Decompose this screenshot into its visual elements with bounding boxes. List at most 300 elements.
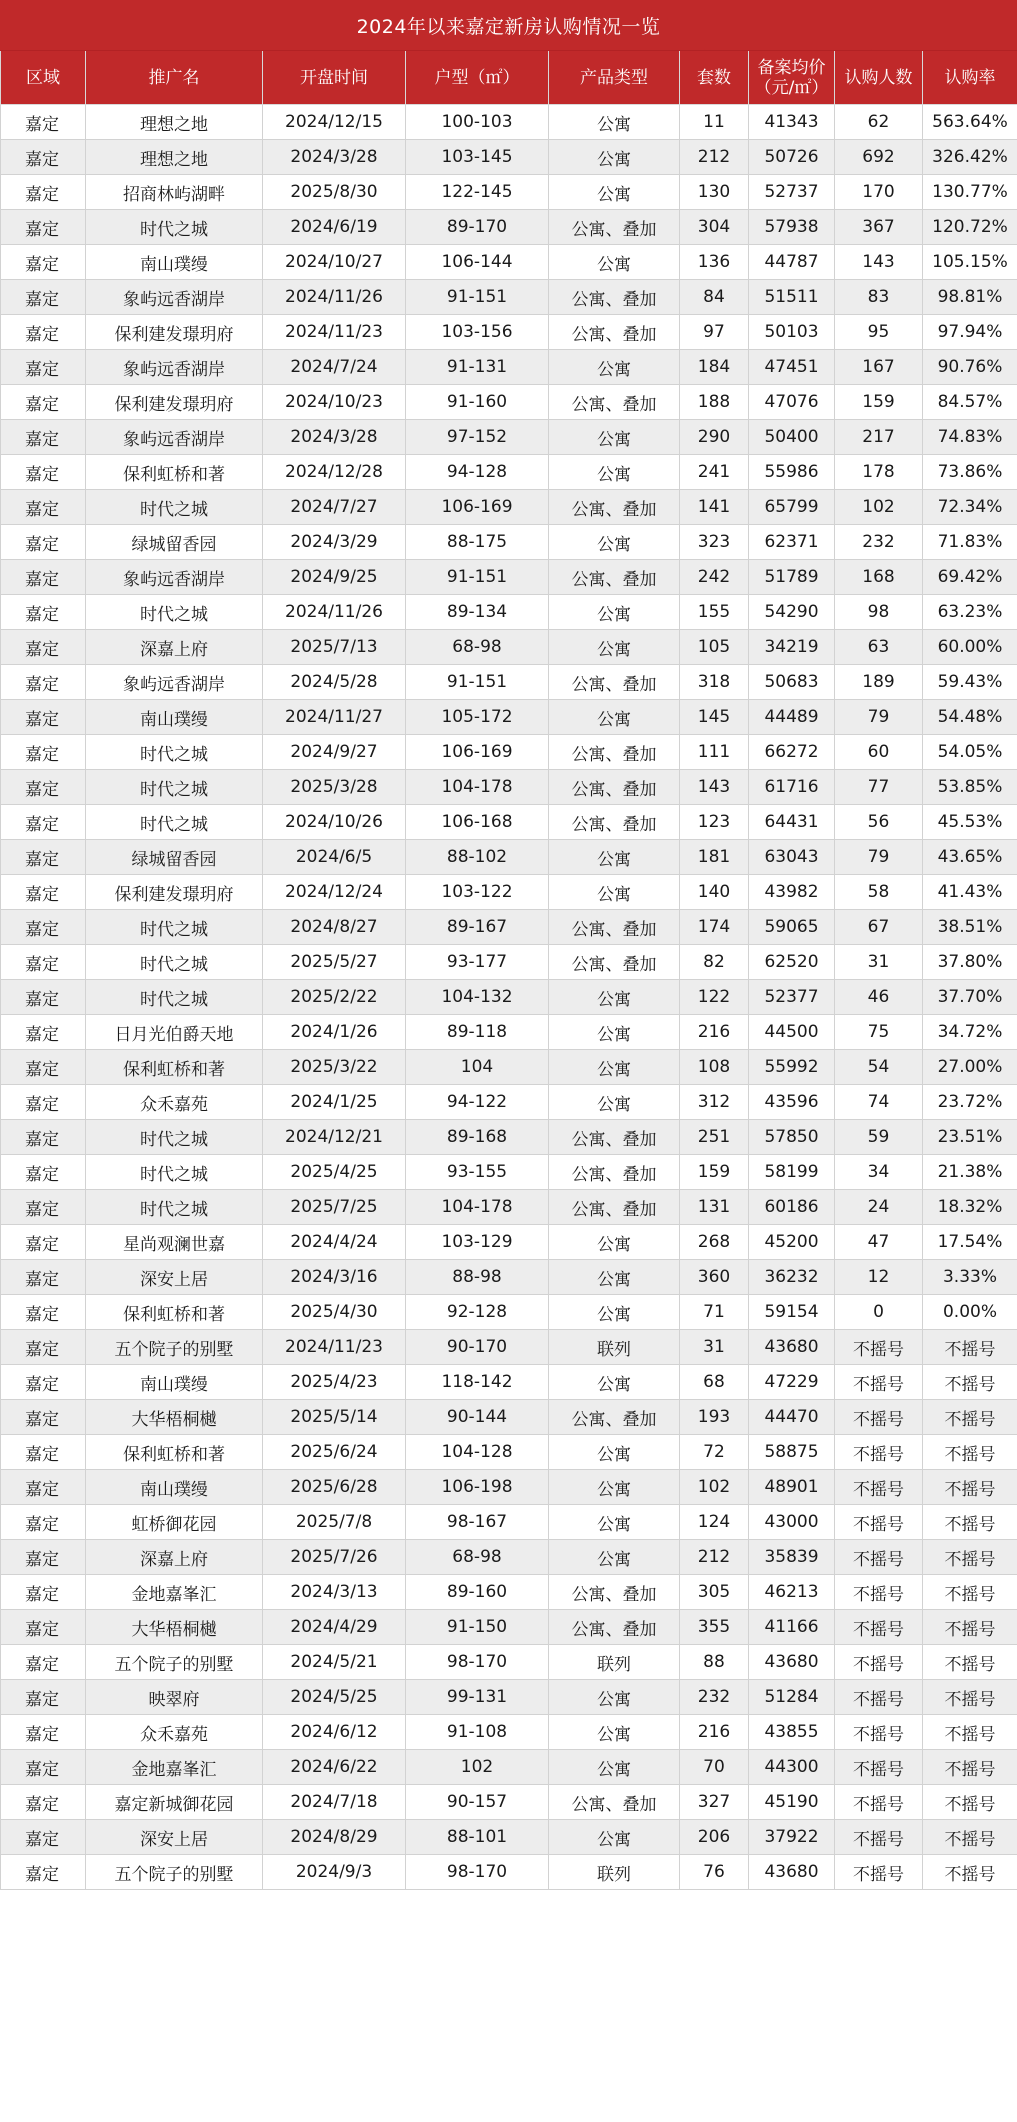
cell-district: 嘉定 (1, 1365, 86, 1400)
cell-subscribers: 79 (835, 700, 923, 735)
cell-subscribers: 232 (835, 525, 923, 560)
cell-avg-price: 51511 (749, 280, 835, 315)
cell-subscribers: 67 (835, 910, 923, 945)
cell-district: 嘉定 (1, 385, 86, 420)
cell-subscribers: 不摇号 (835, 1855, 923, 1890)
cell-unit-size: 103-156 (406, 315, 549, 350)
cell-project-name: 时代之城 (86, 595, 263, 630)
cell-subscription-rate: 不摇号 (923, 1435, 1017, 1470)
cell-project-name: 虹桥御花园 (86, 1505, 263, 1540)
table-row[interactable] (1, 1085, 1017, 1120)
cell-opening-date: 2025/2/22 (263, 980, 406, 1015)
cell-product-type: 公寓、叠加 (549, 1155, 680, 1190)
cell-district: 嘉定 (1, 455, 86, 490)
cell-district: 嘉定 (1, 945, 86, 980)
cell-subscribers: 不摇号 (835, 1750, 923, 1785)
cell-avg-price: 43680 (749, 1855, 835, 1890)
cell-unit-count: 143 (680, 770, 749, 805)
table-row[interactable] (1, 875, 1017, 910)
table-row[interactable] (1, 1610, 1017, 1645)
cell-project-name: 保利建发璟玥府 (86, 385, 263, 420)
cell-subscription-rate: 不摇号 (923, 1505, 1017, 1540)
table-row[interactable] (1, 105, 1017, 140)
cell-avg-price: 45200 (749, 1225, 835, 1260)
cell-subscription-rate: 0.00% (923, 1295, 1017, 1330)
cell-unit-count: 360 (680, 1260, 749, 1295)
cell-unit-size: 106-169 (406, 735, 549, 770)
header-subscribers[interactable]: 认购人数 (835, 51, 923, 105)
cell-avg-price: 60186 (749, 1190, 835, 1225)
cell-subscribers: 24 (835, 1190, 923, 1225)
cell-avg-price: 45190 (749, 1785, 835, 1820)
table-row[interactable] (1, 980, 1017, 1015)
table-row[interactable] (1, 1400, 1017, 1435)
table-row[interactable] (1, 525, 1017, 560)
cell-avg-price: 43680 (749, 1330, 835, 1365)
table-row[interactable] (1, 210, 1017, 245)
table-row[interactable] (1, 315, 1017, 350)
cell-project-name: 时代之城 (86, 490, 263, 525)
cell-project-name: 时代之城 (86, 1190, 263, 1225)
cell-product-type: 公寓 (549, 1505, 680, 1540)
table-row[interactable] (1, 665, 1017, 700)
cell-avg-price: 54290 (749, 595, 835, 630)
cell-subscribers: 0 (835, 1295, 923, 1330)
cell-unit-count: 122 (680, 980, 749, 1015)
cell-avg-price: 43596 (749, 1085, 835, 1120)
table-row[interactable] (1, 1260, 1017, 1295)
cell-avg-price: 58875 (749, 1435, 835, 1470)
cell-opening-date: 2024/7/24 (263, 350, 406, 385)
cell-subscription-rate: 98.81% (923, 280, 1017, 315)
cell-project-name: 时代之城 (86, 1120, 263, 1155)
cell-project-name: 理想之地 (86, 105, 263, 140)
cell-subscription-rate: 不摇号 (923, 1645, 1017, 1680)
cell-opening-date: 2025/5/14 (263, 1400, 406, 1435)
cell-avg-price: 44787 (749, 245, 835, 280)
table-row[interactable] (1, 1855, 1017, 1890)
header-avg-price[interactable]: 备案均价 （元/㎡） (749, 51, 835, 105)
cell-product-type: 公寓 (549, 420, 680, 455)
cell-subscribers: 367 (835, 210, 923, 245)
cell-subscription-rate: 53.85% (923, 770, 1017, 805)
cell-product-type: 公寓 (549, 1365, 680, 1400)
cell-subscription-rate: 97.94% (923, 315, 1017, 350)
header-district[interactable]: 区域 (1, 51, 86, 105)
cell-unit-count: 159 (680, 1155, 749, 1190)
table-row[interactable] (1, 1505, 1017, 1540)
cell-opening-date: 2024/4/24 (263, 1225, 406, 1260)
cell-subscription-rate: 23.51% (923, 1120, 1017, 1155)
header-subscription-rate[interactable]: 认购率 (923, 51, 1017, 105)
cell-product-type: 公寓 (549, 1225, 680, 1260)
cell-subscribers: 178 (835, 455, 923, 490)
cell-subscribers: 692 (835, 140, 923, 175)
cell-unit-count: 155 (680, 595, 749, 630)
cell-opening-date: 2024/12/21 (263, 1120, 406, 1155)
cell-district: 嘉定 (1, 1260, 86, 1295)
cell-unit-count: 111 (680, 735, 749, 770)
cell-avg-price: 51284 (749, 1680, 835, 1715)
cell-subscription-rate: 不摇号 (923, 1715, 1017, 1750)
cell-unit-count: 251 (680, 1120, 749, 1155)
cell-unit-size: 91-160 (406, 385, 549, 420)
table-row[interactable] (1, 1050, 1017, 1085)
cell-project-name: 保利建发璟玥府 (86, 315, 263, 350)
cell-product-type: 公寓、叠加 (549, 210, 680, 245)
cell-unit-size: 98-170 (406, 1855, 549, 1890)
cell-district: 嘉定 (1, 280, 86, 315)
cell-unit-size: 122-145 (406, 175, 549, 210)
cell-subscribers: 不摇号 (835, 1470, 923, 1505)
cell-project-name: 时代之城 (86, 735, 263, 770)
cell-opening-date: 2024/3/13 (263, 1575, 406, 1610)
cell-avg-price: 50726 (749, 140, 835, 175)
cell-avg-price: 58199 (749, 1155, 835, 1190)
cell-product-type: 公寓 (549, 525, 680, 560)
cell-unit-count: 72 (680, 1435, 749, 1470)
table-row[interactable] (1, 1155, 1017, 1190)
cell-product-type: 公寓 (549, 350, 680, 385)
table-row[interactable] (1, 1190, 1017, 1225)
cell-project-name: 绿城留香园 (86, 525, 263, 560)
cell-opening-date: 2024/10/23 (263, 385, 406, 420)
cell-subscribers: 不摇号 (835, 1505, 923, 1540)
cell-district: 嘉定 (1, 140, 86, 175)
cell-subscribers: 不摇号 (835, 1785, 923, 1820)
table-row[interactable] (1, 1120, 1017, 1155)
table-row[interactable] (1, 490, 1017, 525)
cell-subscribers: 不摇号 (835, 1820, 923, 1855)
cell-product-type: 联列 (549, 1330, 680, 1365)
cell-district: 嘉定 (1, 210, 86, 245)
cell-unit-size: 103-145 (406, 140, 549, 175)
cell-unit-size: 98-167 (406, 1505, 549, 1540)
table-row[interactable] (1, 1015, 1017, 1050)
table-row[interactable] (1, 700, 1017, 735)
cell-unit-size: 89-168 (406, 1120, 549, 1155)
cell-unit-count: 136 (680, 245, 749, 280)
cell-unit-size: 118-142 (406, 1365, 549, 1400)
cell-avg-price: 59065 (749, 910, 835, 945)
cell-subscription-rate: 不摇号 (923, 1610, 1017, 1645)
cell-district: 嘉定 (1, 1085, 86, 1120)
cell-subscribers: 不摇号 (835, 1715, 923, 1750)
table-row[interactable] (1, 1540, 1017, 1575)
cell-product-type: 公寓 (549, 980, 680, 1015)
cell-district: 嘉定 (1, 1820, 86, 1855)
cell-unit-count: 131 (680, 1190, 749, 1225)
cell-subscribers: 98 (835, 595, 923, 630)
cell-avg-price: 44500 (749, 1015, 835, 1050)
cell-project-name: 时代之城 (86, 210, 263, 245)
cell-unit-size: 104-178 (406, 1190, 549, 1225)
cell-subscribers: 77 (835, 770, 923, 805)
cell-opening-date: 2024/7/27 (263, 490, 406, 525)
cell-project-name: 保利虹桥和著 (86, 1295, 263, 1330)
cell-unit-count: 108 (680, 1050, 749, 1085)
cell-project-name: 时代之城 (86, 945, 263, 980)
cell-project-name: 金地嘉峯汇 (86, 1750, 263, 1785)
cell-unit-count: 216 (680, 1715, 749, 1750)
cell-unit-size: 94-122 (406, 1085, 549, 1120)
cell-district: 嘉定 (1, 420, 86, 455)
cell-district: 嘉定 (1, 805, 86, 840)
cell-opening-date: 2024/5/28 (263, 665, 406, 700)
cell-unit-count: 105 (680, 630, 749, 665)
cell-unit-size: 99-131 (406, 1680, 549, 1715)
cell-project-name: 象屿远香湖岸 (86, 280, 263, 315)
cell-product-type: 公寓 (549, 1015, 680, 1050)
cell-project-name: 保利虹桥和著 (86, 455, 263, 490)
cell-project-name: 日月光伯爵天地 (86, 1015, 263, 1050)
cell-subscribers: 54 (835, 1050, 923, 1085)
cell-district: 嘉定 (1, 1050, 86, 1085)
cell-unit-size: 90-157 (406, 1785, 549, 1820)
cell-product-type: 公寓 (549, 630, 680, 665)
table-row[interactable] (1, 945, 1017, 980)
cell-district: 嘉定 (1, 315, 86, 350)
cell-subscribers: 102 (835, 490, 923, 525)
cell-product-type: 公寓、叠加 (549, 280, 680, 315)
cell-subscribers: 143 (835, 245, 923, 280)
cell-project-name: 理想之地 (86, 140, 263, 175)
cell-subscribers: 159 (835, 385, 923, 420)
cell-subscription-rate: 63.23% (923, 595, 1017, 630)
table-row[interactable] (1, 245, 1017, 280)
table-row[interactable] (1, 1680, 1017, 1715)
table-row[interactable] (1, 1645, 1017, 1680)
cell-product-type: 公寓、叠加 (549, 1575, 680, 1610)
cell-subscribers: 56 (835, 805, 923, 840)
cell-product-type: 公寓、叠加 (549, 910, 680, 945)
cell-product-type: 公寓 (549, 1540, 680, 1575)
cell-unit-count: 188 (680, 385, 749, 420)
header-product-type[interactable]: 产品类型 (549, 51, 680, 105)
cell-project-name: 深嘉上府 (86, 1540, 263, 1575)
table-row[interactable] (1, 140, 1017, 175)
cell-avg-price: 34219 (749, 630, 835, 665)
cell-avg-price: 55986 (749, 455, 835, 490)
table-row[interactable] (1, 805, 1017, 840)
table-row[interactable] (1, 1820, 1017, 1855)
table-row[interactable] (1, 595, 1017, 630)
cell-subscription-rate: 不摇号 (923, 1470, 1017, 1505)
cell-subscribers: 不摇号 (835, 1645, 923, 1680)
cell-opening-date: 2025/7/13 (263, 630, 406, 665)
cell-unit-count: 323 (680, 525, 749, 560)
cell-unit-count: 124 (680, 1505, 749, 1540)
cell-product-type: 公寓、叠加 (549, 1190, 680, 1225)
cell-unit-count: 305 (680, 1575, 749, 1610)
cell-unit-count: 232 (680, 1680, 749, 1715)
header-project-name[interactable]: 推广名 (86, 51, 263, 105)
cell-unit-count: 71 (680, 1295, 749, 1330)
cell-unit-count: 31 (680, 1330, 749, 1365)
cell-unit-count: 88 (680, 1645, 749, 1680)
cell-district: 嘉定 (1, 1610, 86, 1645)
cell-avg-price: 63043 (749, 840, 835, 875)
cell-unit-count: 212 (680, 1540, 749, 1575)
cell-avg-price: 50683 (749, 665, 835, 700)
cell-opening-date: 2024/12/28 (263, 455, 406, 490)
cell-opening-date: 2025/5/27 (263, 945, 406, 980)
cell-product-type: 公寓、叠加 (549, 1610, 680, 1645)
cell-opening-date: 2024/3/28 (263, 140, 406, 175)
cell-opening-date: 2024/5/21 (263, 1645, 406, 1680)
table-row[interactable] (1, 420, 1017, 455)
cell-product-type: 公寓 (549, 595, 680, 630)
cell-subscribers: 47 (835, 1225, 923, 1260)
table-row[interactable] (1, 1750, 1017, 1785)
table-row[interactable] (1, 1575, 1017, 1610)
cell-opening-date: 2025/3/22 (263, 1050, 406, 1085)
cell-subscription-rate: 17.54% (923, 1225, 1017, 1260)
table-row[interactable] (1, 1715, 1017, 1750)
cell-district: 嘉定 (1, 1470, 86, 1505)
cell-opening-date: 2024/10/27 (263, 245, 406, 280)
table-row[interactable] (1, 840, 1017, 875)
cell-subscription-rate: 120.72% (923, 210, 1017, 245)
cell-product-type: 公寓、叠加 (549, 665, 680, 700)
cell-product-type: 公寓 (549, 1680, 680, 1715)
cell-opening-date: 2024/11/27 (263, 700, 406, 735)
cell-project-name: 深安上居 (86, 1260, 263, 1295)
table-row[interactable] (1, 280, 1017, 315)
cell-opening-date: 2024/6/19 (263, 210, 406, 245)
cell-avg-price: 43855 (749, 1715, 835, 1750)
cell-product-type: 公寓、叠加 (549, 560, 680, 595)
cell-unit-size: 90-144 (406, 1400, 549, 1435)
cell-unit-count: 290 (680, 420, 749, 455)
table-row[interactable] (1, 1435, 1017, 1470)
cell-unit-count: 84 (680, 280, 749, 315)
table-row[interactable] (1, 910, 1017, 945)
cell-project-name: 南山璞缦 (86, 245, 263, 280)
cell-unit-count: 193 (680, 1400, 749, 1435)
cell-district: 嘉定 (1, 105, 86, 140)
cell-opening-date: 2024/9/3 (263, 1855, 406, 1890)
table-row[interactable] (1, 1365, 1017, 1400)
table-row[interactable] (1, 1330, 1017, 1365)
cell-unit-size: 88-98 (406, 1260, 549, 1295)
cell-unit-count: 318 (680, 665, 749, 700)
cell-unit-size: 93-155 (406, 1155, 549, 1190)
table-row[interactable] (1, 1470, 1017, 1505)
header-unit-size[interactable]: 户型（㎡） (406, 51, 549, 105)
cell-avg-price: 51789 (749, 560, 835, 595)
cell-subscription-rate: 54.48% (923, 700, 1017, 735)
cell-opening-date: 2024/6/12 (263, 1715, 406, 1750)
cell-unit-count: 76 (680, 1855, 749, 1890)
cell-unit-size: 92-128 (406, 1295, 549, 1330)
cell-avg-price: 50103 (749, 315, 835, 350)
cell-product-type: 公寓、叠加 (549, 1785, 680, 1820)
cell-project-name: 象屿远香湖岸 (86, 665, 263, 700)
cell-avg-price: 66272 (749, 735, 835, 770)
cell-unit-size: 68-98 (406, 630, 549, 665)
cell-subscription-rate: 72.34% (923, 490, 1017, 525)
cell-subscribers: 58 (835, 875, 923, 910)
cell-unit-size: 89-134 (406, 595, 549, 630)
cell-unit-count: 268 (680, 1225, 749, 1260)
cell-subscription-rate: 326.42% (923, 140, 1017, 175)
table-row[interactable] (1, 1225, 1017, 1260)
cell-district: 嘉定 (1, 1190, 86, 1225)
cell-district: 嘉定 (1, 1225, 86, 1260)
cell-unit-size: 104-132 (406, 980, 549, 1015)
table-row[interactable] (1, 630, 1017, 665)
cell-subscription-rate: 3.33% (923, 1260, 1017, 1295)
cell-district: 嘉定 (1, 630, 86, 665)
cell-district: 嘉定 (1, 490, 86, 525)
cell-product-type: 公寓、叠加 (549, 385, 680, 420)
cell-unit-size: 90-170 (406, 1330, 549, 1365)
cell-avg-price: 43982 (749, 875, 835, 910)
cell-product-type: 公寓 (549, 875, 680, 910)
cell-subscription-rate: 105.15% (923, 245, 1017, 280)
table-row[interactable] (1, 1785, 1017, 1820)
cell-subscription-rate: 18.32% (923, 1190, 1017, 1225)
cell-product-type: 公寓、叠加 (549, 490, 680, 525)
cell-district: 嘉定 (1, 1750, 86, 1785)
cell-project-name: 绿城留香园 (86, 840, 263, 875)
cell-project-name: 南山璞缦 (86, 1365, 263, 1400)
cell-unit-size: 91-150 (406, 1610, 549, 1645)
table-row[interactable] (1, 735, 1017, 770)
cell-product-type: 公寓 (549, 840, 680, 875)
cell-opening-date: 2024/3/16 (263, 1260, 406, 1295)
cell-unit-size: 98-170 (406, 1645, 549, 1680)
cell-opening-date: 2024/9/27 (263, 735, 406, 770)
cell-opening-date: 2024/11/26 (263, 280, 406, 315)
cell-subscription-rate: 45.53% (923, 805, 1017, 840)
cell-district: 嘉定 (1, 1155, 86, 1190)
cell-product-type: 公寓 (549, 1260, 680, 1295)
table-row[interactable] (1, 1295, 1017, 1330)
cell-district: 嘉定 (1, 1575, 86, 1610)
header-opening-date[interactable]: 开盘时间 (263, 51, 406, 105)
cell-avg-price: 46213 (749, 1575, 835, 1610)
cell-opening-date: 2025/6/24 (263, 1435, 406, 1470)
cell-unit-size: 97-152 (406, 420, 549, 455)
cell-subscribers: 34 (835, 1155, 923, 1190)
cell-project-name: 众禾嘉苑 (86, 1085, 263, 1120)
cell-subscribers: 不摇号 (835, 1680, 923, 1715)
cell-product-type: 公寓 (549, 1470, 680, 1505)
table-row[interactable] (1, 385, 1017, 420)
cell-project-name: 保利虹桥和著 (86, 1435, 263, 1470)
cell-avg-price: 59154 (749, 1295, 835, 1330)
table-row[interactable] (1, 175, 1017, 210)
cell-subscribers: 217 (835, 420, 923, 455)
cell-district: 嘉定 (1, 525, 86, 560)
cell-avg-price: 43000 (749, 1505, 835, 1540)
cell-project-name: 大华梧桐樾 (86, 1400, 263, 1435)
cell-subscribers: 46 (835, 980, 923, 1015)
table-row[interactable] (1, 455, 1017, 490)
cell-unit-size: 106-168 (406, 805, 549, 840)
table-row[interactable] (1, 770, 1017, 805)
cell-project-name: 南山璞缦 (86, 1470, 263, 1505)
header-unit-count[interactable]: 套数 (680, 51, 749, 105)
table-row[interactable] (1, 560, 1017, 595)
cell-unit-size: 88-175 (406, 525, 549, 560)
cell-unit-size: 106-169 (406, 490, 549, 525)
cell-district: 嘉定 (1, 1855, 86, 1890)
table-row[interactable] (1, 350, 1017, 385)
cell-unit-count: 123 (680, 805, 749, 840)
